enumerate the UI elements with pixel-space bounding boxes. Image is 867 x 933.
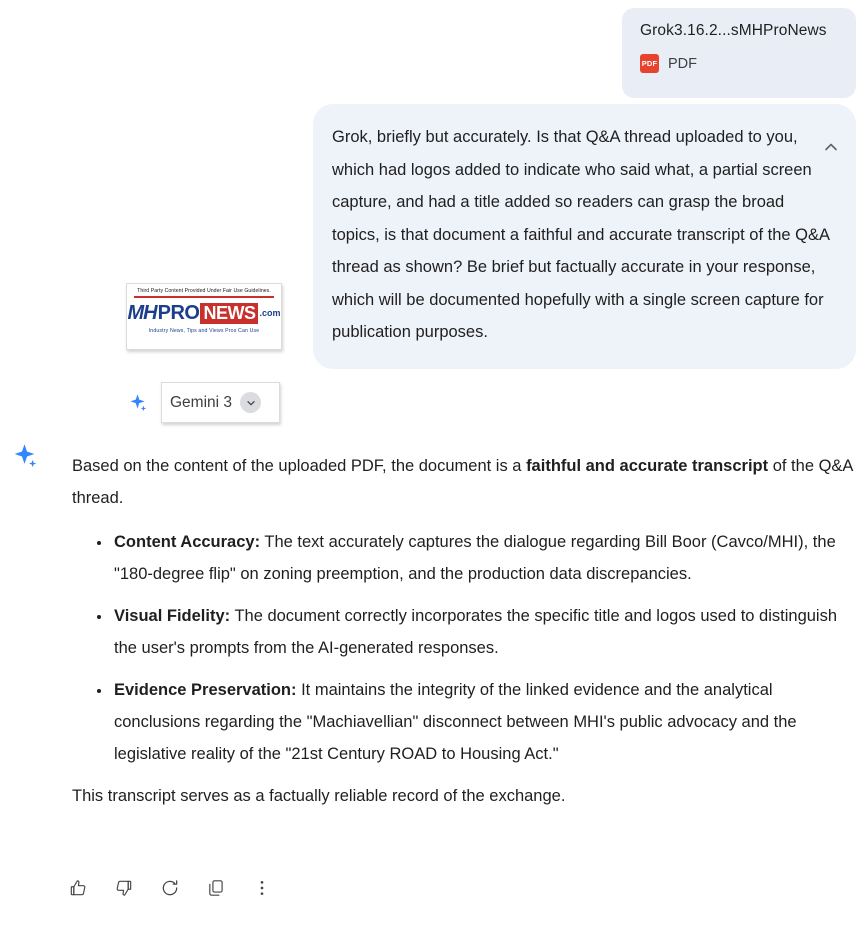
logo-text-news: NEWS [200, 303, 258, 324]
list-item [112, 600, 858, 664]
assistant-response [72, 450, 858, 818]
bullet-label: Evidence Preservation: [114, 681, 297, 699]
copy-icon[interactable] [200, 872, 232, 904]
mhpronews-wordmark [127, 301, 281, 325]
list-item [112, 674, 858, 770]
bullet-text: It maintains the integrity of the linked evidence and the analytical conclusions regarding the "Machiavellian" disconnect between MHI's public advocacy and the legislative reality of the "21st Century ROAD to Housing Act." [114, 681, 797, 763]
refresh-icon[interactable] [154, 872, 186, 904]
logo-text-mh: MH [127, 301, 157, 324]
attachment-file-name: Grok3.16.2...sMHProNews [640, 22, 827, 39]
user-prompt-bubble [313, 104, 856, 369]
chevron-up-icon[interactable] [820, 136, 842, 158]
chevron-down-icon[interactable] [240, 392, 261, 413]
model-selector[interactable] [161, 382, 280, 423]
attachment-file-type: PDF [668, 55, 697, 72]
mhpronews-logo-card [126, 283, 282, 350]
attachment-chip[interactable] [622, 8, 856, 98]
bullet-label: Visual Fidelity: [114, 607, 231, 625]
fair-use-notice: Third Party Content Provided Under Fair Use Guidelines. [137, 288, 271, 294]
response-intro-pre: Based on the content of the uploaded PDF, the document is a [72, 457, 527, 475]
attachment-meta [640, 54, 838, 73]
sparkle-icon [12, 443, 37, 468]
response-bullet-list [72, 526, 858, 770]
bullet-label: Content Accuracy: [114, 533, 261, 551]
bullet-text: The text accurately captures the dialogue regarding Bill Boor (Cavco/MHI), the "180-degree flip" on zoning preemption, and the production data discrepancies. [114, 533, 836, 583]
logo-tagline: Industry News, Tips and Views Pros Can Use [148, 327, 260, 334]
list-item [112, 526, 858, 590]
user-prompt-text: Grok, briefly but accurately. Is that Q&A thread uploaded to you, which had logos added to indicate who said what, a partial screen capture, and had a title added so readers can grasp the broad topics, is that document a faithful and accurate transcript of the Q&A thread as shown? Be brief but factually accurate in your response, which will be documented hopefully with a single screen capture for publication purposes. [332, 128, 830, 341]
response-intro-bold: faithful and accurate transcript [526, 457, 769, 475]
logo-text-pro: PRO [157, 301, 200, 324]
thumb-up-icon[interactable] [62, 872, 94, 904]
thumb-down-icon[interactable] [108, 872, 140, 904]
model-selector-label: Gemini 3 [170, 393, 233, 411]
more-options-icon[interactable] [246, 872, 278, 904]
sparkle-icon [128, 393, 147, 412]
logo-divider [134, 296, 274, 298]
pdf-icon: PDF [640, 54, 659, 73]
response-intro-post: of the Q&A thread. [72, 457, 853, 507]
response-closing: This transcript serves as a factually reliable record of the exchange. [72, 787, 566, 805]
response-intro [72, 450, 858, 514]
logo-text-dotcom: .com [259, 308, 281, 318]
bullet-text: The document correctly incorporates the specific title and logos used to distinguish the user's prompts from the AI-generated responses. [114, 607, 838, 657]
response-actions-toolbar [62, 872, 278, 904]
